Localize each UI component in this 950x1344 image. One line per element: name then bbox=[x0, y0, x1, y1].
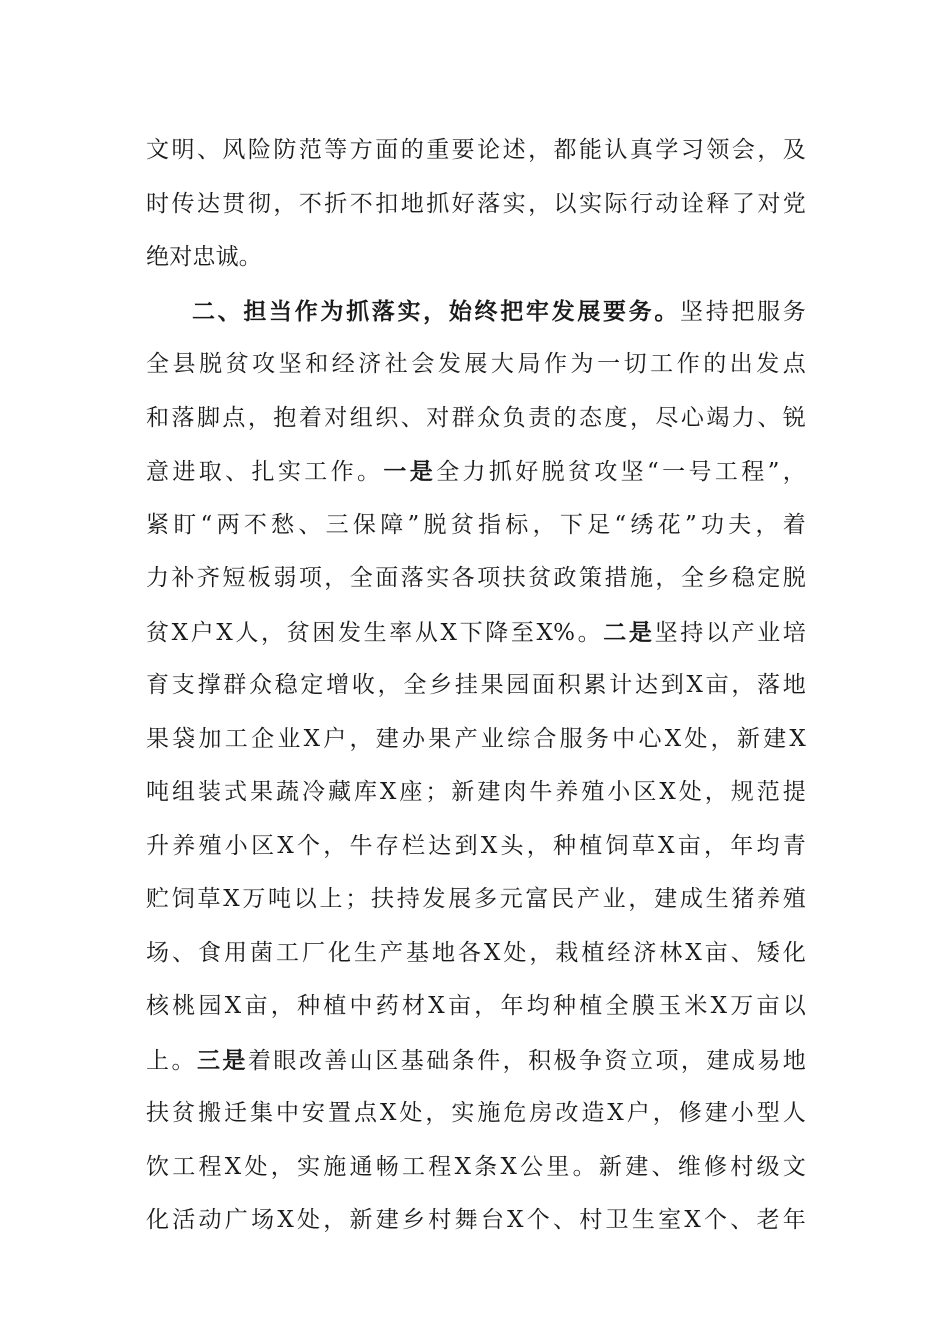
text-line bbox=[146, 873, 806, 927]
text-segment: 上。 bbox=[146, 1047, 197, 1074]
text-line bbox=[146, 499, 806, 553]
text-segment: 扶贫搬迁集中安置点X处，实施危房改造X户，修建小型人 bbox=[146, 1100, 806, 1126]
text-line bbox=[146, 124, 806, 178]
text-line bbox=[146, 980, 806, 1034]
text-line bbox=[146, 231, 806, 285]
text-segment: 力补齐短板弱项，全面落实各项扶贫政策措施，全乡稳定脱 bbox=[146, 565, 806, 591]
bold-text-segment: 二是 bbox=[603, 618, 655, 646]
text-segment: 意进取、扎实工作。 bbox=[146, 459, 384, 485]
text-line bbox=[146, 1034, 806, 1088]
bold-text-segment: 二、担当作为抓落实，始终把牢发展要务。 bbox=[192, 297, 681, 325]
text-segment: 核桃园X亩，种植中药材X亩，年均种植全膜玉米X万亩以 bbox=[146, 993, 806, 1019]
text-segment: 饮工程X处，实施通畅工程X条X公里。新建、维修村级文 bbox=[146, 1153, 806, 1180]
text-segment: 场、食用菌工厂化生产基地各X处，栽植经济林X亩、矮化 bbox=[146, 939, 806, 966]
text-segment: 全县脱贫攻坚和经济社会发展大局作为一切工作的出发点 bbox=[146, 351, 806, 377]
text-line bbox=[146, 927, 806, 981]
text-line bbox=[146, 1087, 806, 1141]
bold-text-segment: 一是 bbox=[383, 458, 437, 485]
text-line bbox=[146, 392, 806, 446]
bold-text-segment: 三是 bbox=[196, 1046, 248, 1074]
text-segment: 绝对忠诚。 bbox=[146, 244, 262, 270]
text-segment: 吨组装式果蔬冷藏库X座；新建肉牛养殖小区X处，规范提 bbox=[146, 779, 806, 805]
text-line bbox=[146, 713, 806, 767]
text-segment: 升养殖小区X个，牛存栏达到X头，种植饲草X亩，年均青 bbox=[146, 832, 806, 859]
text-line bbox=[146, 338, 806, 392]
text-line bbox=[146, 178, 806, 232]
text-line bbox=[146, 659, 806, 713]
text-segment: 文明、风险防范等方面的重要论述，都能认真学习领会，及 bbox=[146, 137, 806, 163]
text-segment: 育支撑群众稳定增收，全乡挂果园面积累计达到X亩，落地 bbox=[146, 672, 806, 698]
text-segment: 化活动广场X处，新建乡村舞台X个、村卫生室X个、老年 bbox=[146, 1207, 806, 1233]
text-segment: 果袋加工企业X户，建办果产业综合服务中心X处，新建X bbox=[146, 725, 806, 752]
text-segment: 坚持把服务 bbox=[680, 298, 806, 325]
text-segment: 全力抓好脱贫攻坚“一号工程”， bbox=[436, 459, 806, 485]
text-segment: 坚持以产业培 bbox=[654, 619, 807, 646]
document-body bbox=[146, 124, 806, 1248]
text-line bbox=[146, 1141, 806, 1195]
text-segment: 贮饲草X万吨以上；扶持发展多元富民产业，建成生猪养殖 bbox=[146, 886, 806, 912]
text-segment: 贫X户X人，贫困发生率从X下降至X%。 bbox=[146, 619, 604, 646]
text-line bbox=[146, 820, 806, 874]
text-segment: 时传达贯彻，不折不扣地抓好落实，以实际行动诠释了对党 bbox=[146, 190, 806, 217]
text-line bbox=[146, 1194, 806, 1248]
text-line bbox=[146, 552, 806, 606]
text-line bbox=[146, 606, 806, 660]
text-line bbox=[146, 766, 806, 820]
text-segment: 紧盯“两不愁、三保障”脱贫指标，下足“绣花”功夫，着 bbox=[146, 511, 806, 538]
text-line bbox=[146, 285, 806, 339]
text-segment: 和落脚点，抱着对组织、对群众负责的态度，尽心竭力、锐 bbox=[146, 404, 806, 431]
text-line bbox=[146, 445, 806, 499]
text-segment: 着眼改善山区基础条件，积极争资立项，建成易地 bbox=[247, 1047, 807, 1074]
